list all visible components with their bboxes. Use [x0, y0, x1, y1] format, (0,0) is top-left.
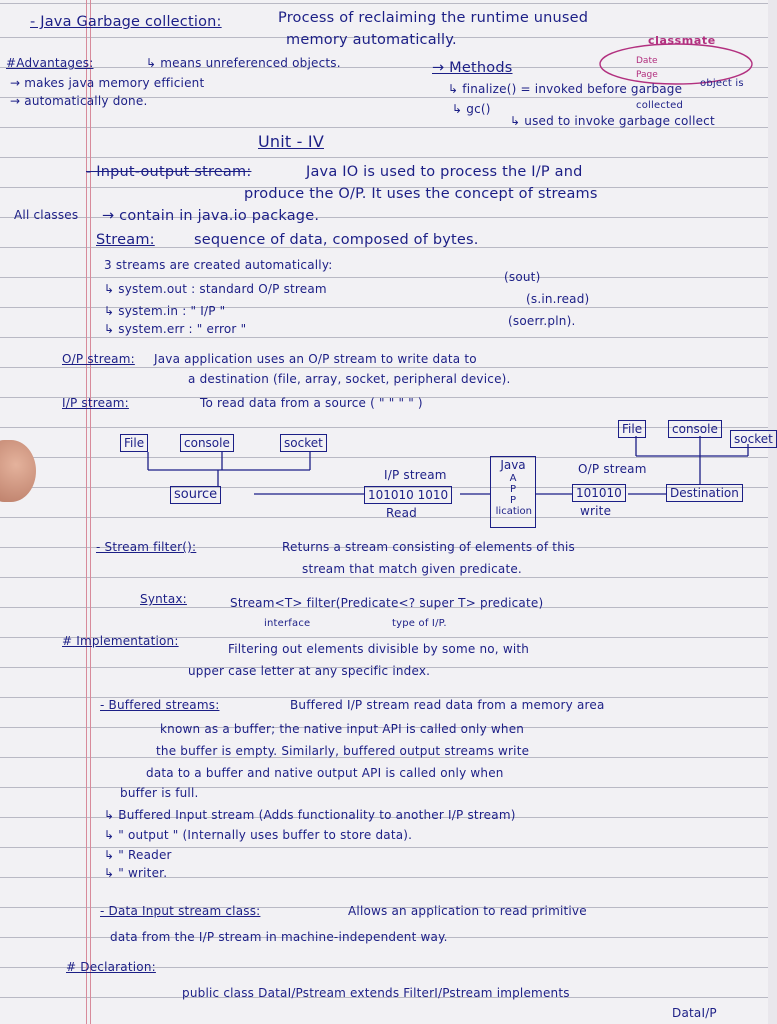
gc-topic: - Java Garbage collection: — [30, 14, 222, 30]
buffered-reader: ↳ " Reader — [104, 848, 172, 862]
ip-stream-heading: I/P stream: — [62, 396, 129, 410]
advantage-1: → makes java memory efficient — [10, 76, 205, 90]
stream-filter-text-2: stream that match given predicate. — [302, 562, 522, 576]
ip-bits-box: 101010 1010 — [364, 486, 452, 504]
stream-filter-heading: - Stream filter(): — [96, 540, 197, 554]
page-label: Page — [636, 70, 658, 80]
system-err-note: (soerr.pln). — [508, 314, 576, 328]
java-label: Java — [500, 458, 526, 472]
destination-box: Destination — [666, 484, 743, 502]
declaration-text: public class DataI/Pstream extends FilterI/Pstream implements — [182, 986, 570, 1000]
app-tail: lication — [495, 506, 532, 517]
collected-note: collected — [636, 100, 684, 111]
advantage-2: → automatically done. — [10, 94, 148, 108]
write-label: write — [580, 504, 612, 518]
io-text-1: Java IO is used to process the I/P and — [306, 164, 583, 180]
brand-name: classmate — [648, 34, 716, 47]
declaration-heading: # Declaration: — [66, 960, 156, 974]
implementation-heading: # Implementation: — [62, 634, 179, 648]
stream-filter-text-1: Returns a stream consisting of elements of this — [282, 540, 575, 554]
stream-definition: sequence of data, composed of bytes. — [194, 232, 479, 248]
read-label: Read — [386, 506, 417, 520]
buffered-output-stream: ↳ " output " (Internally uses buffer to store data). — [104, 828, 413, 842]
io-text-2: produce the O/P. It uses the concept of streams — [244, 186, 598, 202]
finalize-method: ↳ finalize() = invoked before garbage — [448, 82, 683, 96]
unit-heading: Unit - IV — [258, 132, 324, 151]
buffered-writer: ↳ " writer. — [104, 866, 168, 880]
source-console-box: console — [180, 434, 234, 452]
implementation-text-1: Filtering out elements divisible by some no, with — [228, 642, 530, 656]
gc-definition: Process of reclaiming the runtime unused — [278, 10, 589, 26]
buffered-text-3: the buffer is empty. Similarly, buffered output streams write — [156, 744, 530, 758]
date-label: Date — [636, 56, 658, 66]
buffered-streams-heading: - Buffered streams: — [100, 698, 220, 712]
op-stream-text-1: Java application uses an O/P stream to write data to — [154, 352, 477, 366]
buffered-text-5: buffer is full. — [120, 786, 199, 800]
gc-definition-cont: memory automatically. — [286, 32, 457, 48]
declaration-text-cont: DataI/P — [672, 1006, 717, 1020]
source-socket-box: socket — [280, 434, 327, 452]
syntax-type-note: type of I/P. — [392, 618, 447, 629]
buffered-input-stream: ↳ Buffered Input stream (Adds functionality to another I/P stream) — [104, 808, 516, 822]
syntax-heading: Syntax: — [140, 592, 187, 606]
dest-console-box: console — [668, 420, 722, 438]
data-input-stream-heading: - Data Input stream class: — [100, 904, 261, 918]
java-application-box — [490, 456, 536, 528]
dest-file-box: File — [618, 420, 646, 438]
system-err: ↳ system.err : " error " — [104, 322, 247, 336]
system-in-note: (s.in.read) — [526, 292, 590, 306]
buffered-text-2: known as a buffer; the native input API is called only when — [160, 722, 525, 736]
op-stream-heading: O/P stream: — [62, 352, 135, 366]
dest-socket-box: socket — [730, 430, 777, 448]
app-letter-p2: P — [509, 495, 517, 506]
gc-method: ↳ gc() — [452, 102, 491, 116]
data-input-stream-text-1: Allows an application to read primitive — [348, 904, 587, 918]
margin-note: object is — [700, 78, 744, 89]
implementation-text-2: upper case letter at any specific index. — [188, 664, 431, 678]
stream-heading: Stream: — [96, 232, 155, 248]
all-classes-label: All classes — [14, 208, 79, 222]
source-file-box: File — [120, 434, 148, 452]
syntax-interface-note: interface — [264, 618, 311, 629]
op-stream-label: O/P stream — [578, 462, 647, 476]
advantages-heading: #Advantages: — [6, 56, 94, 70]
unreferenced-note: ↳ means unreferenced objects. — [146, 56, 341, 70]
source-box: source — [170, 486, 221, 504]
ip-stream-text: To read data from a source ( " " " " ) — [200, 396, 423, 410]
io-topic: - Input-output stream: — [86, 164, 252, 180]
buffered-text-1: Buffered I/P stream read data from a memory area — [290, 698, 605, 712]
app-letter-a: A — [509, 473, 517, 484]
methods-heading: → Methods — [432, 60, 513, 76]
system-in: ↳ system.in : " I/P " — [104, 304, 226, 318]
system-out: ↳ system.out : standard O/P stream — [104, 282, 327, 296]
system-out-note: (sout) — [504, 270, 541, 284]
data-input-stream-text-2: data from the I/P stream in machine-independent way. — [110, 930, 448, 944]
op-bits-box: 101010 — [572, 484, 626, 502]
buffered-text-4: data to a buffer and native output API is called only when — [146, 766, 504, 780]
ip-stream-label: I/P stream — [384, 468, 447, 482]
auto-streams-note: 3 streams are created automatically: — [104, 258, 333, 272]
op-stream-text-2: a destination (file, array, socket, peripheral device). — [188, 372, 511, 386]
gc-method-note: ↳ used to invoke garbage collect — [510, 114, 715, 128]
syntax-text: Stream<T> filter(Predicate<? super T> predicate) — [230, 596, 544, 610]
io-text-3: → contain in java.io package. — [102, 208, 320, 224]
app-letter-p1: P — [509, 484, 517, 495]
